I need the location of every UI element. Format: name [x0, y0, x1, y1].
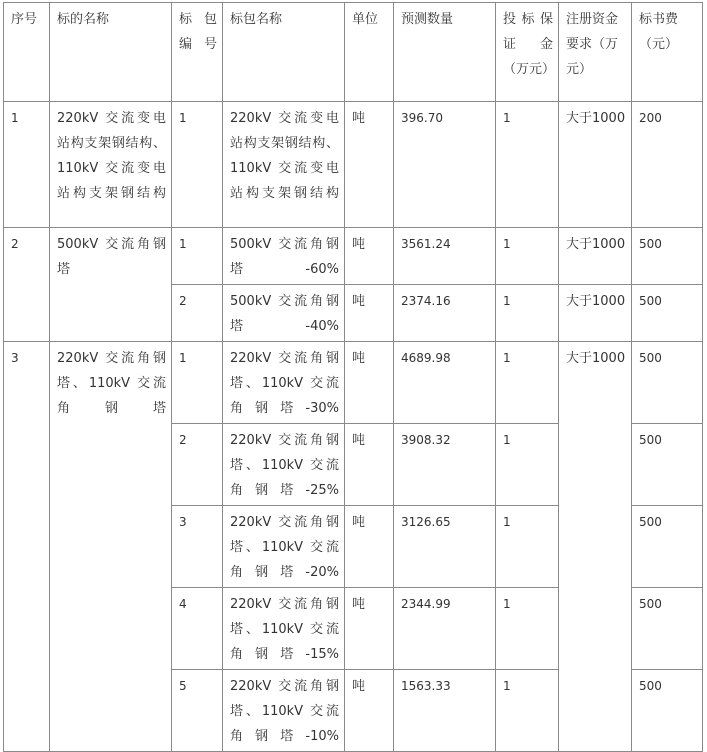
- bid-name-cell: 500kV 交流角钢塔: [50, 228, 172, 342]
- header-bid-name: 标的名称: [50, 3, 172, 102]
- fee-cell: 500: [632, 670, 703, 752]
- unit-cell: 吨: [345, 588, 394, 670]
- unit-cell: 吨: [345, 285, 394, 342]
- package-no-cell: 3: [172, 506, 223, 588]
- unit-cell: 吨: [345, 228, 394, 285]
- package-name-cell: 220kV 交流角钢塔、110kV 交流角钢塔-10%: [223, 670, 345, 752]
- capital-cell: 大于1000: [559, 228, 632, 285]
- package-no-cell: 1: [172, 228, 223, 285]
- header-package-name: 标包名称: [223, 3, 345, 102]
- seq-cell: 2: [4, 228, 50, 342]
- unit-cell: 吨: [345, 424, 394, 506]
- quantity-cell: 4689.98: [394, 342, 496, 424]
- package-name-cell: 500kV 交流角钢塔-40%: [223, 285, 345, 342]
- header-seq: 序号: [4, 3, 50, 102]
- quantity-cell: 3561.24: [394, 228, 496, 285]
- deposit-cell: 1: [496, 506, 559, 588]
- quantity-cell: 396.70: [394, 102, 496, 228]
- deposit-cell: 1: [496, 342, 559, 424]
- table-row: [4, 228, 703, 285]
- fee-cell: 500: [632, 228, 703, 285]
- fee-cell: 500: [632, 506, 703, 588]
- unit-cell: 吨: [345, 102, 394, 228]
- capital-cell: 大于1000: [559, 342, 632, 752]
- header-quantity: 预测数量: [394, 3, 496, 102]
- seq-cell: 1: [4, 102, 50, 228]
- package-no-cell: 5: [172, 670, 223, 752]
- fee-cell: 500: [632, 424, 703, 506]
- bid-name-cell: 220kV 交流角钢塔、110kV 交流角钢塔: [50, 342, 172, 752]
- capital-cell: 大于1000: [559, 102, 632, 228]
- package-name-cell: 220kV 交流角钢塔、110kV 交流角钢塔-20%: [223, 506, 345, 588]
- header-deposit: 投标保证金（万元）: [496, 3, 559, 102]
- fee-cell: 500: [632, 342, 703, 424]
- quantity-cell: 2374.16: [394, 285, 496, 342]
- package-name-cell: 220kV 交流角钢塔、110kV 交流角钢塔-25%: [223, 424, 345, 506]
- header-capital: 注册资金要求（万元）: [559, 3, 632, 102]
- unit-cell: 吨: [345, 670, 394, 752]
- unit-cell: 吨: [345, 342, 394, 424]
- header-package-no: 标 包 编号: [172, 3, 223, 102]
- deposit-cell: 1: [496, 102, 559, 228]
- package-no-cell: 1: [172, 102, 223, 228]
- header-row: [4, 3, 703, 102]
- deposit-cell: 1: [496, 285, 559, 342]
- deposit-cell: 1: [496, 588, 559, 670]
- package-name-cell: 220kV 交流角钢塔、110kV 交流角钢塔-30%: [223, 342, 345, 424]
- package-name-cell: 220kV 交流变电站构支架钢结构、110kV 交流变电站构支架钢结构: [223, 102, 345, 228]
- package-name-cell: 220kV 交流角钢塔、110kV 交流角钢塔-15%: [223, 588, 345, 670]
- package-name-cell: 500kV 交流角钢塔-60%: [223, 228, 345, 285]
- table-row: [4, 102, 703, 228]
- unit-cell: 吨: [345, 506, 394, 588]
- package-no-cell: 4: [172, 588, 223, 670]
- package-no-cell: 2: [172, 285, 223, 342]
- quantity-cell: 3908.32: [394, 424, 496, 506]
- bid-table: [3, 2, 703, 752]
- fee-cell: 200: [632, 102, 703, 228]
- deposit-cell: 1: [496, 424, 559, 506]
- quantity-cell: 3126.65: [394, 506, 496, 588]
- quantity-cell: 1563.33: [394, 670, 496, 752]
- fee-cell: 500: [632, 588, 703, 670]
- bid-name-cell: 220kV 交流变电站构支架钢结构、110kV 交流变电站构支架钢结构: [50, 102, 172, 228]
- table-row: [4, 342, 703, 424]
- package-no-cell: 2: [172, 424, 223, 506]
- header-unit: 单位: [345, 3, 394, 102]
- quantity-cell: 2344.99: [394, 588, 496, 670]
- capital-cell: 大于1000: [559, 285, 632, 342]
- seq-cell: 3: [4, 342, 50, 752]
- fee-cell: 500: [632, 285, 703, 342]
- header-fee: 标书费（元）: [632, 3, 703, 102]
- deposit-cell: 1: [496, 670, 559, 752]
- package-no-cell: 1: [172, 342, 223, 424]
- deposit-cell: 1: [496, 228, 559, 285]
